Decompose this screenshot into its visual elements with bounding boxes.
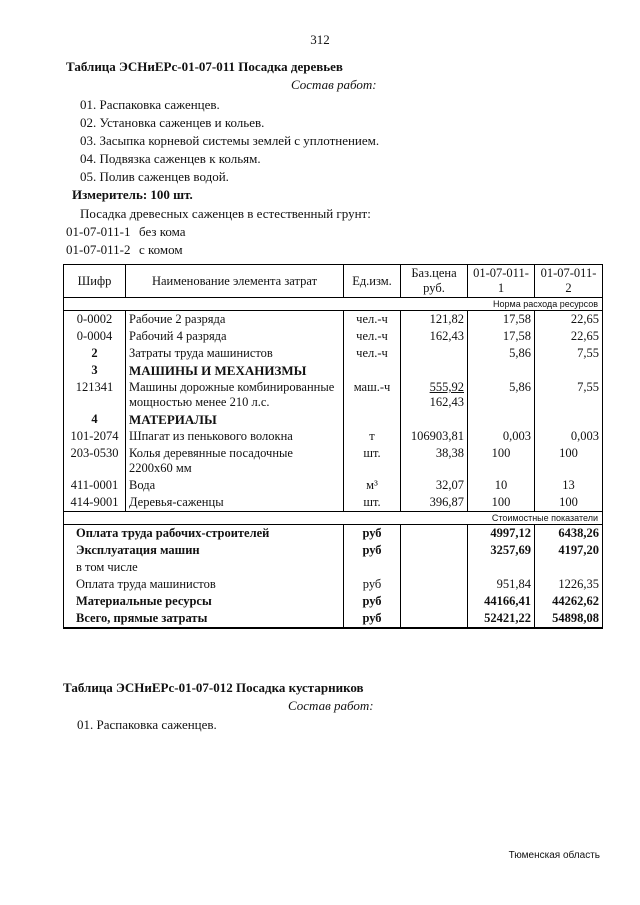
table-row xyxy=(64,477,603,494)
norm-note-row xyxy=(64,298,603,311)
row-price xyxy=(401,345,468,362)
variant-label: без кома xyxy=(139,224,186,239)
row-code: 2 xyxy=(64,345,126,362)
section-code: 3 xyxy=(64,362,126,379)
page-number: 312 xyxy=(310,32,330,47)
table-row xyxy=(64,494,603,512)
header-col2: 01-07-011-2 xyxy=(535,265,603,298)
row-value-1: 10 xyxy=(468,477,535,494)
row-name-line2: 2200х60 мм xyxy=(129,461,192,475)
row-value-2: 0,003 xyxy=(535,428,603,445)
cost-value-2: 4197,20 xyxy=(535,542,603,559)
row-price: 32,07 xyxy=(401,477,468,494)
row-value-2: 7,55 xyxy=(535,345,603,362)
table1-step: 01. Распаковка саженцев. xyxy=(80,97,220,112)
cost-unit: руб xyxy=(344,525,401,543)
row-unit: шт. xyxy=(344,494,401,512)
row-name: Вода xyxy=(126,477,344,494)
header-price xyxy=(401,265,468,298)
row-unit: маш.-ч xyxy=(344,379,401,411)
section-title: МАШИНЫ И МЕХАНИЗМЫ xyxy=(126,362,344,379)
variant-label: с комом xyxy=(139,242,183,257)
cost-name: Материальные ресурсы xyxy=(64,593,344,610)
section-row xyxy=(64,362,603,379)
row-value-2: 100 xyxy=(535,494,603,512)
row-unit: шт. xyxy=(344,445,401,477)
row-price: 38,38 xyxy=(401,445,468,477)
row-value-1: 100 xyxy=(468,494,535,512)
row-price xyxy=(401,379,468,411)
row-price: 106903,81 xyxy=(401,428,468,445)
row-unit: м³ xyxy=(344,477,401,494)
table2-title: Таблица ЭСНиЕРс-01-07-012 Посадка кустарников xyxy=(63,680,364,695)
row-code: 414-9001 xyxy=(64,494,126,512)
cost-row xyxy=(64,593,603,610)
table-row xyxy=(64,379,603,411)
cost-name: Всего, прямые затраты xyxy=(64,610,344,628)
row-name xyxy=(126,379,344,411)
cost-value-1: 951,84 xyxy=(468,576,535,593)
cost-row xyxy=(64,576,603,593)
table1-title: Таблица ЭСНиЕРс-01-07-011 Посадка деревьев xyxy=(66,59,343,74)
row-name: Рабочие 2 разряда xyxy=(126,311,344,329)
row-value-1: 17,58 xyxy=(468,311,535,329)
cost-value-1: 44166,41 xyxy=(468,593,535,610)
row-code: 411-0001 xyxy=(64,477,126,494)
table-row xyxy=(64,345,603,362)
row-value-2: 100 xyxy=(535,445,603,477)
table1-step: 04. Подвязка саженцев к кольям. xyxy=(80,151,261,166)
variant-code: 01-07-011-2 xyxy=(66,242,131,257)
row-unit: чел.-ч xyxy=(344,311,401,329)
row-name-line1: Колья деревянные посадочные xyxy=(129,446,293,460)
table1-description: Посадка древесных саженцев в естественный грунт: xyxy=(80,206,371,221)
row-price-line1: 555,92 xyxy=(429,380,464,394)
cost-value-1: 4997,12 xyxy=(468,525,535,543)
header-price-line2: руб. xyxy=(423,281,445,295)
table-row xyxy=(64,328,603,345)
header-code: Шифр xyxy=(64,265,126,298)
cost-value-2: 6438,26 xyxy=(535,525,603,543)
row-value-2: 13 xyxy=(535,477,603,494)
table-row xyxy=(64,428,603,445)
cost-value-2: 1226,35 xyxy=(535,576,603,593)
table1-step: 03. Засыпка корневой системы землей с уплотнением. xyxy=(80,133,380,148)
row-name xyxy=(126,445,344,477)
norm-note: Норма расхода ресурсов xyxy=(64,298,603,311)
cost-unit: руб xyxy=(344,576,401,593)
row-unit: чел.-ч xyxy=(344,328,401,345)
row-value-1: 17,58 xyxy=(468,328,535,345)
row-value-1: 100 xyxy=(468,445,535,477)
resource-table xyxy=(63,264,603,629)
row-value-2: 22,65 xyxy=(535,328,603,345)
cost-note: Стоимостные показатели xyxy=(64,512,603,525)
table2-composition-title: Состав работ: xyxy=(288,698,374,713)
row-name-line1: Машины дорожные комбинированные xyxy=(129,380,335,394)
cost-row xyxy=(64,525,603,543)
table-row xyxy=(64,311,603,329)
row-name-line2: мощностью менее 210 л.с. xyxy=(129,395,270,409)
cost-row-total xyxy=(64,610,603,628)
header-unit: Ед.изм. xyxy=(344,265,401,298)
cost-value-2: 44262,62 xyxy=(535,593,603,610)
section-code: 4 xyxy=(64,411,126,428)
row-code: 0-0004 xyxy=(64,328,126,345)
row-unit: т xyxy=(344,428,401,445)
variant-code: 01-07-011-1 xyxy=(66,224,131,239)
table-row xyxy=(64,445,603,477)
cost-unit: руб xyxy=(344,593,401,610)
header-name: Наименование элемента затрат xyxy=(126,265,344,298)
cost-unit: руб xyxy=(344,610,401,628)
row-price: 162,43 xyxy=(401,328,468,345)
row-name: Рабочий 4 разряда xyxy=(126,328,344,345)
table1-meter: Измеритель: 100 шт. xyxy=(72,187,193,202)
header-row xyxy=(64,265,603,298)
row-value-1: 5,86 xyxy=(468,345,535,362)
row-price: 396,87 xyxy=(401,494,468,512)
table1-step: 02. Установка саженцев и кольев. xyxy=(80,115,265,130)
row-value-2: 22,65 xyxy=(535,311,603,329)
row-name: Шпагат из пенькового волокна xyxy=(126,428,344,445)
row-value-1: 0,003 xyxy=(468,428,535,445)
row-price: 121,82 xyxy=(401,311,468,329)
cost-value-2: 54898,08 xyxy=(535,610,603,628)
cost-row xyxy=(64,559,603,576)
table2-step: 01. Распаковка саженцев. xyxy=(77,717,217,732)
cost-name: Оплата труда рабочих-строителей xyxy=(64,525,344,543)
header-col1: 01-07-011-1 xyxy=(468,265,535,298)
row-name: Деревья-саженцы xyxy=(126,494,344,512)
cost-name: Оплата труда машинистов xyxy=(64,576,344,593)
cost-value-1: 3257,69 xyxy=(468,542,535,559)
row-code: 121341 xyxy=(64,379,126,411)
row-value-1: 5,86 xyxy=(468,379,535,411)
row-unit: чел.-ч xyxy=(344,345,401,362)
section-row xyxy=(64,411,603,428)
cost-name: Эксплуатация машин xyxy=(64,542,344,559)
cost-note-row xyxy=(64,512,603,525)
cost-row xyxy=(64,542,603,559)
row-price-line2: 162,43 xyxy=(429,395,464,409)
header-price-line1: Баз.цена xyxy=(411,266,457,280)
row-code: 203-0530 xyxy=(64,445,126,477)
cost-including: в том числе xyxy=(64,559,344,576)
row-code: 0-0002 xyxy=(64,311,126,329)
section-title: МАТЕРИАЛЫ xyxy=(126,411,344,428)
table1-composition-title: Состав работ: xyxy=(291,77,377,92)
row-name: Затраты труда машинистов xyxy=(126,345,344,362)
row-value-2: 7,55 xyxy=(535,379,603,411)
cost-unit: руб xyxy=(344,542,401,559)
cost-value-1: 52421,22 xyxy=(468,610,535,628)
row-code: 101-2074 xyxy=(64,428,126,445)
table1-step: 05. Полив саженцев водой. xyxy=(80,169,229,184)
footer-region: Тюменская область xyxy=(508,850,600,861)
